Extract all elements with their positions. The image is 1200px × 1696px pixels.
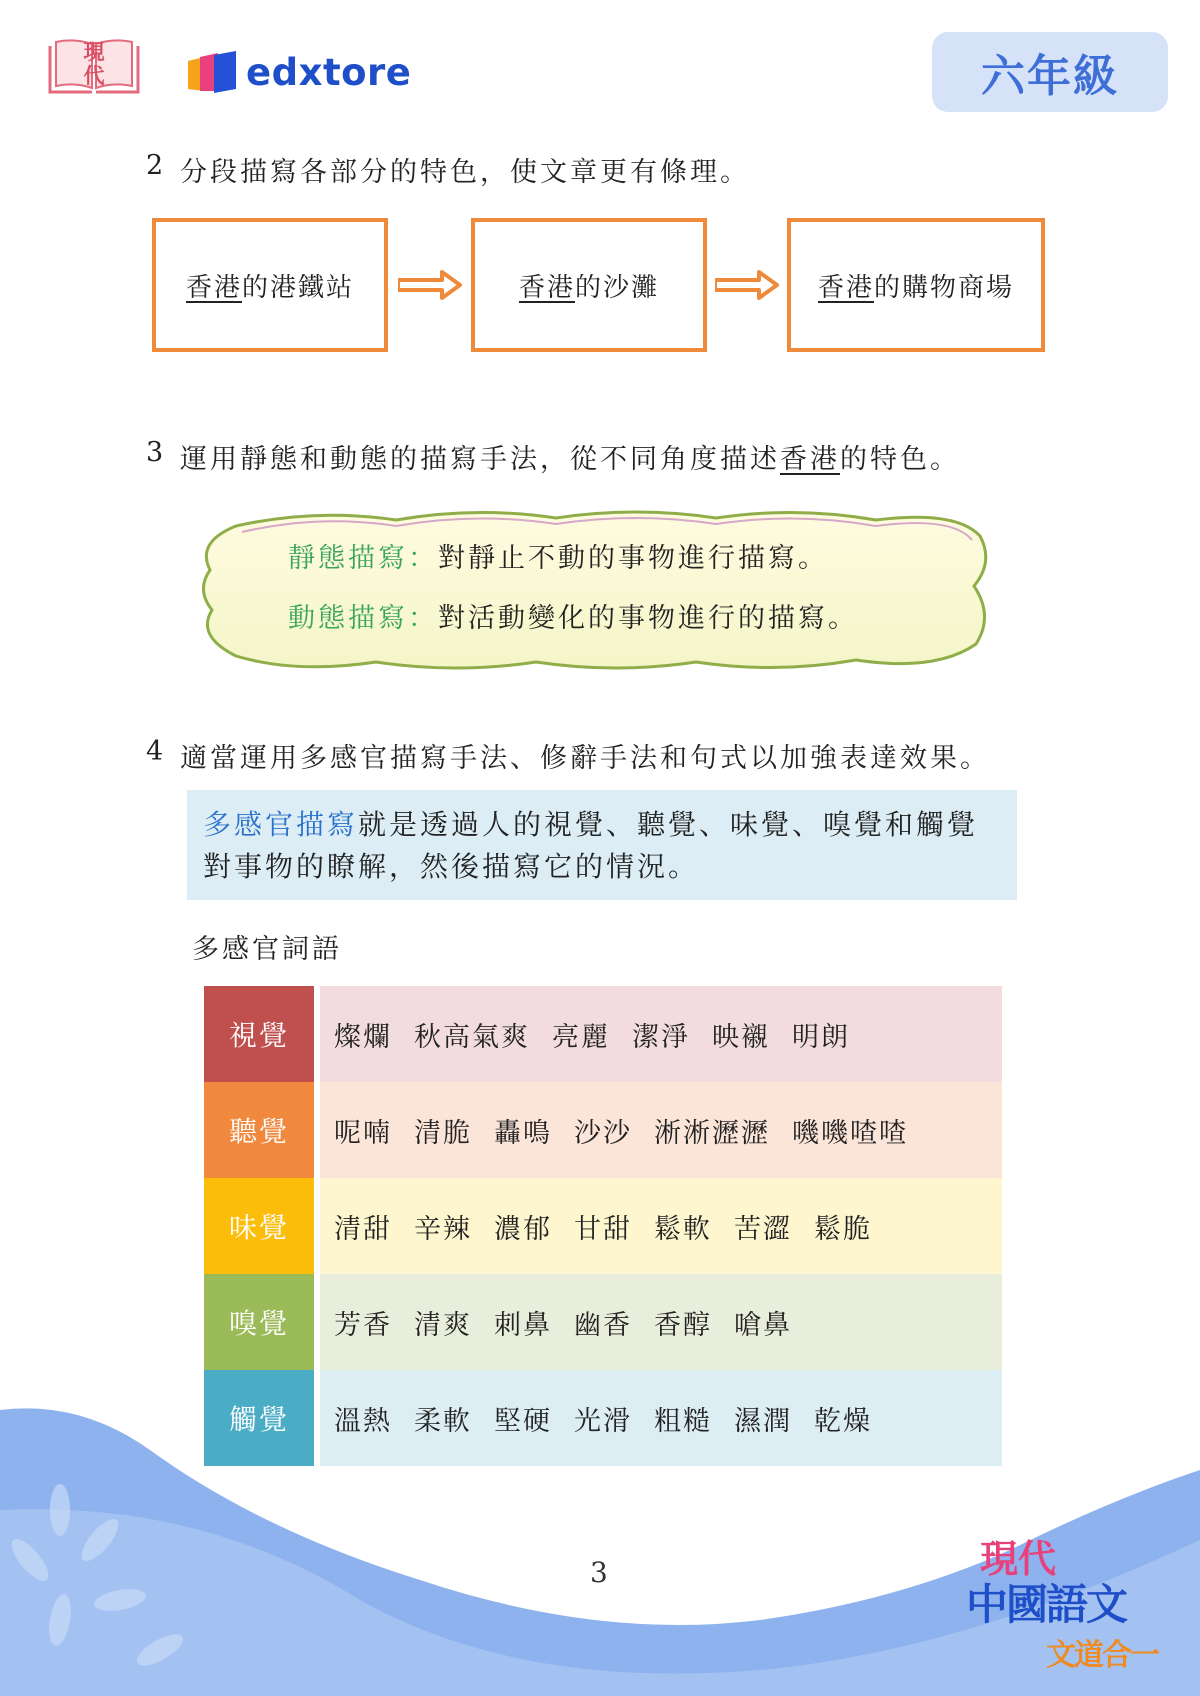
sense-words [320, 986, 1002, 1082]
sense-word: 濃郁 [494, 1213, 552, 1245]
point-number: 2 [146, 150, 167, 181]
sense-word: 光滑 [574, 1405, 632, 1437]
sense-word: 苦澀 [734, 1213, 792, 1245]
sense-label: 聽覺 [204, 1082, 314, 1178]
definition-line-1 [203, 804, 1001, 846]
grade-badge: 六年級 [932, 32, 1168, 112]
definition-cloud [196, 506, 996, 674]
series-logo-line2: 中國語文 [966, 1580, 1127, 1629]
sense-label: 觸覺 [204, 1370, 314, 1466]
page-number: 3 [590, 1556, 608, 1589]
sense-row [204, 1274, 1002, 1370]
static-description-text: 對靜止不動的事物進行描寫。 [438, 543, 828, 574]
flow-box-mall [787, 218, 1045, 352]
sense-word: 甘甜 [574, 1213, 632, 1245]
point-text-underlined: 香港 [780, 444, 840, 475]
sense-word: 嘰嘰喳喳 [792, 1117, 908, 1149]
xiandai-logo-text: 現代 [83, 40, 105, 88]
sense-word: 亮麗 [552, 1021, 610, 1053]
point-text: 分段描寫各部分的特色，使文章更有條理。 [180, 157, 750, 188]
vocab-title: 多感官詞語 [192, 934, 342, 965]
cloud-shape [196, 506, 996, 674]
sense-label: 嗅覺 [204, 1274, 314, 1370]
sense-word: 秋高氣爽 [414, 1021, 530, 1053]
flow-box-place: 香港 [185, 272, 242, 303]
sense-word: 鬆軟 [654, 1213, 712, 1245]
arrow-right-icon [398, 270, 462, 300]
flow-box-mtr [152, 218, 388, 352]
sense-word: 轟鳴 [494, 1117, 552, 1149]
flow-box-text: 的沙灘 [575, 272, 660, 303]
sense-label: 味覺 [204, 1178, 314, 1274]
definition-term: 多感官描寫 [203, 808, 359, 841]
dynamic-description-term: 動態描寫： [288, 603, 438, 634]
sense-words [320, 1274, 1002, 1370]
sense-row [204, 1082, 1002, 1178]
sense-word: 粗糙 [654, 1405, 712, 1437]
flow-box-text: 的港鐵站 [242, 272, 355, 303]
sense-word: 明朗 [792, 1021, 850, 1053]
sense-word: 濕潤 [734, 1405, 792, 1437]
edxtore-wordmark: edxtore [246, 50, 412, 94]
sense-word: 清爽 [414, 1309, 472, 1341]
point-text: 運用靜態和動態的描寫手法，從不同角度描述 [180, 444, 780, 475]
point-text: 適當運用多感官描寫手法、修辭手法和句式以加強表達效果。 [180, 743, 990, 774]
sense-words [320, 1082, 1002, 1178]
point-text-end: 的特色。 [840, 444, 960, 475]
sense-row [204, 986, 1002, 1082]
sense-word: 鬆脆 [814, 1213, 872, 1245]
series-logo-line3: 文道合一 [1046, 1638, 1158, 1673]
series-logo [964, 1528, 1170, 1678]
edxtore-mark-icon [186, 51, 238, 93]
arrow-right-icon [715, 270, 779, 300]
sense-word: 清甜 [334, 1213, 392, 1245]
sense-word: 乾燥 [814, 1405, 872, 1437]
series-logo-line1: 現代 [980, 1537, 1057, 1581]
sense-word: 呢喃 [334, 1117, 392, 1149]
definition-text: 就是透過人的視覺、聽覺、味覺、嗅覺和觸覺 [358, 808, 979, 841]
sense-words [320, 1178, 1002, 1274]
definition-line-2: 對事物的瞭解，然後描寫它的情況。 [203, 850, 700, 883]
sense-word: 清脆 [414, 1117, 472, 1149]
sense-word: 映襯 [712, 1021, 770, 1053]
point-number: 3 [146, 437, 167, 468]
flow-box-text: 的購物商場 [874, 272, 1015, 303]
sense-word: 沙沙 [574, 1117, 632, 1149]
point-3 [146, 437, 960, 476]
sense-word: 淅淅瀝瀝 [654, 1117, 770, 1149]
flow-box-beach [471, 218, 707, 352]
sense-word: 柔軟 [414, 1405, 472, 1437]
dynamic-description-line [288, 596, 858, 635]
dynamic-description-text: 對活動變化的事物進行的描寫。 [438, 603, 858, 634]
sense-word: 燦爛 [334, 1021, 392, 1053]
xiandai-logo [48, 38, 140, 96]
flow-box-place: 香港 [817, 272, 874, 303]
sense-word: 堅硬 [494, 1405, 552, 1437]
edxtore-logo [186, 50, 416, 94]
sense-word: 幽香 [574, 1309, 632, 1341]
multisensory-definition-box [187, 790, 1017, 900]
sense-row [204, 1178, 1002, 1274]
sense-word: 溫熱 [334, 1405, 392, 1437]
sense-word: 潔淨 [632, 1021, 690, 1053]
sense-label: 視覺 [204, 986, 314, 1082]
sense-word: 香醇 [654, 1309, 712, 1341]
sense-word: 辛辣 [414, 1213, 472, 1245]
point-number: 4 [146, 736, 167, 767]
sense-word: 刺鼻 [494, 1309, 552, 1341]
point-2 [146, 150, 750, 189]
point-4 [146, 736, 990, 775]
sense-word: 芳香 [334, 1309, 392, 1341]
flow-box-place: 香港 [518, 272, 575, 303]
sense-word: 嗆鼻 [734, 1309, 792, 1341]
static-description-line [288, 536, 828, 575]
static-description-term: 靜態描寫： [288, 543, 438, 574]
